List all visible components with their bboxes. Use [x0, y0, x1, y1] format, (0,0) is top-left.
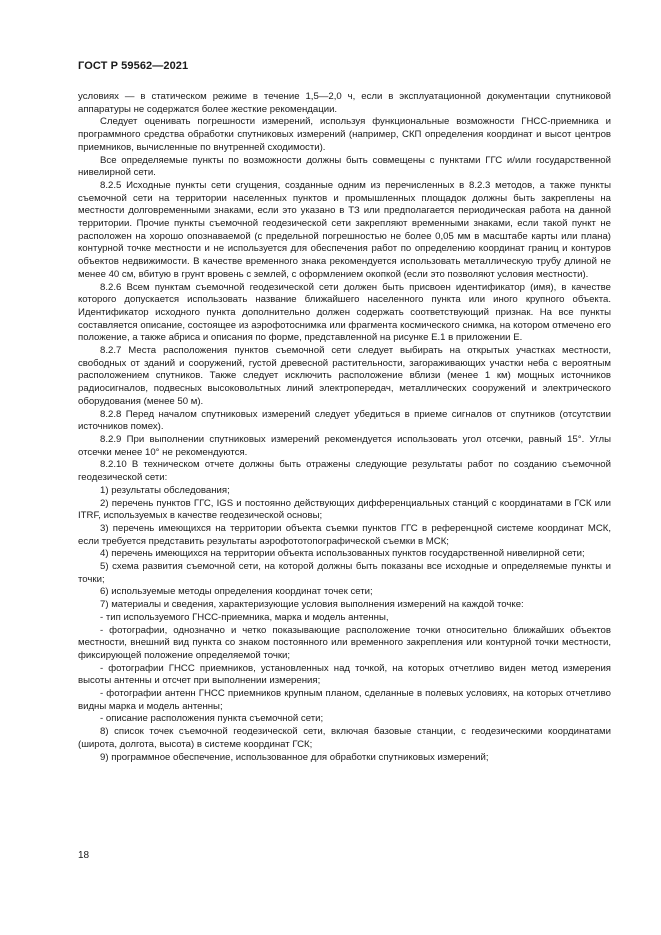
body-paragraph: - тип используемого ГНСС-приемника, марка и модель антенны,	[100, 611, 389, 623]
document-header: ГОСТ Р 59562—2021	[78, 60, 189, 72]
body-paragraph: 6) используемые методы определения координат точек сети;	[100, 586, 373, 598]
body-paragraph: 7) материалы и сведения, характеризующие условия выполнения измерений на каждой точке:	[100, 599, 524, 611]
body-paragraph: 3) перечень имеющихся на территории объекта съемки пунктов ГГС в референцной системе координат МСК, если требуется представить результаты аэрофототопографической съемки в МСК;	[78, 522, 611, 547]
document-body	[78, 91, 611, 764]
body-paragraph: - фотографии антенн ГНСС приемников крупным планом, сделанные в полевых условиях, на которых отчетливо видны марка и модель антенны;	[78, 688, 611, 712]
body-paragraph: 2) перечень пунктов ГГС, IGS и постоянно действующих дифференциальных станций с координатами в ГСК или ITRF, используемых в качестве геодезической основы;	[78, 497, 611, 522]
body-paragraph: - фотографии ГНСС приемников, установленных над точкой, на которых отчетливо виден метод измерения высоты антенны и отсчет при выполнении измерения;	[78, 662, 611, 687]
body-paragraph: 8.2.9 При выполнении спутниковых измерений рекомендуется использовать угол отсечки, равный 15°. Углы отсечки менее 10° не рекомендуются.	[78, 433, 611, 458]
body-paragraph: 8.2.10 В техническом отчете должны быть отражены следующие результаты работ по созданию съемочной геодезической сети:	[78, 459, 611, 484]
body-paragraph: 8.2.5 Исходные пункты сети сгущения, созданные одним из перечисленных в 8.2.3 методов, а также пункты съемочной сети на территории населенных пунктов и промышленных площадок должны быть закреплены на местности долговременными знаками, если это указано в ТЗ или предполагается периодическая работа на данной территории. Прочие пункты съемочной геодезической сети закрепляют временными знаками, если такой пункт не расположен на хорошо опознаваемой (с предельной погрешностью не более 0,05 мм в масштабе карты или плана) контурной точке местности и не используется для обеспечения работ по определению координат границ и контуров объектов недвижимости. В качестве временного знака рекомендуется использовать металлическую трубу длиной не менее 40 см, вбитую в грунт вровень с землей, с оформлением окопкой (если это позволяют условия местности).	[78, 179, 611, 280]
body-paragraph: Все определяемые пункты по возможности должны быть совмещены с пунктами ГГС и/или государственной нивелирной сети.	[78, 154, 611, 179]
body-paragraph: Следует оценивать погрешности измерений, используя функциональные возможности ГНСС-приемника и программного средства обработки спутниковых измерений (например, СКП определения координат и высот центров приемников, вычисленные по внутренней сходимости).	[78, 116, 611, 153]
body-paragraph: 5) схема развития съемочной сети, на которой должны быть показаны все исходные и определяемые пункты и точки;	[78, 561, 611, 585]
body-paragraph: 9) программное обеспечение, использованное для обработки спутниковых измерений;	[100, 751, 489, 763]
body-paragraph: 8.2.6 Всем пунктам съемочной геодезической сети должен быть присвоен идентификатор (имя), в качестве которого допускается использовать название ближайшего населенного пункта или иного крупного объекта. Идентификатор исходного пункта дополнительно должен содержать соответствующий признак. На все пункты составляется описание, состоящее из аэрофотоснимка или фрагмента космического снимка, на котором отмечено его положение, а также абриса и описания по форме, представленной на рисунке Е.1 в приложении Е.	[78, 281, 611, 344]
body-paragraph: - описание расположения пункта съемочной сети;	[100, 713, 324, 725]
body-paragraph: 4) перечень имеющихся на территории объекта использованных пунктов государственной нивелирной сети;	[100, 548, 585, 560]
body-paragraph: 8.2.8 Перед началом спутниковых измерений следует убедиться в приеме сигналов от спутников (отсутствии источников помех).	[78, 408, 611, 433]
body-paragraph: 8.2.7 Места расположения пунктов съемочной сети следует выбирать на открытых участках местности, свободных от зданий и сооружений, густой древесной растительности, загораживающих участки неба с вероятным расположением спутников. Также следует исключить расположение вблизи (менее 1 км) мощных источников радиосигналов, подвесных высоковольтных линий электропередач, металлических сооружений и электрического оборудования (менее 50 м).	[78, 345, 611, 407]
body-paragraph: 8) список точек съемочной геодезической сети, включая базовые станции, с геодезическими координатами (широта, долгота, высота) в системе координат ГСК;	[78, 726, 611, 750]
body-paragraph: - фотографии, однозначно и четко показывающие расположение точки относительно ближайших объектов местности, внешний вид пункта со знаком постоянного или временного закрепления или контурной точки местности, фиксирующей положение определяемой точки;	[78, 624, 611, 661]
body-paragraph: условиях — в статическом режиме в течение 1,5—2,0 ч, если в эксплуатационной документации спутниковой аппаратуры не содержатся более жесткие рекомендации.	[78, 91, 611, 115]
body-paragraph: 1) результаты обследования;	[100, 484, 230, 496]
page-number: 18	[78, 850, 90, 861]
